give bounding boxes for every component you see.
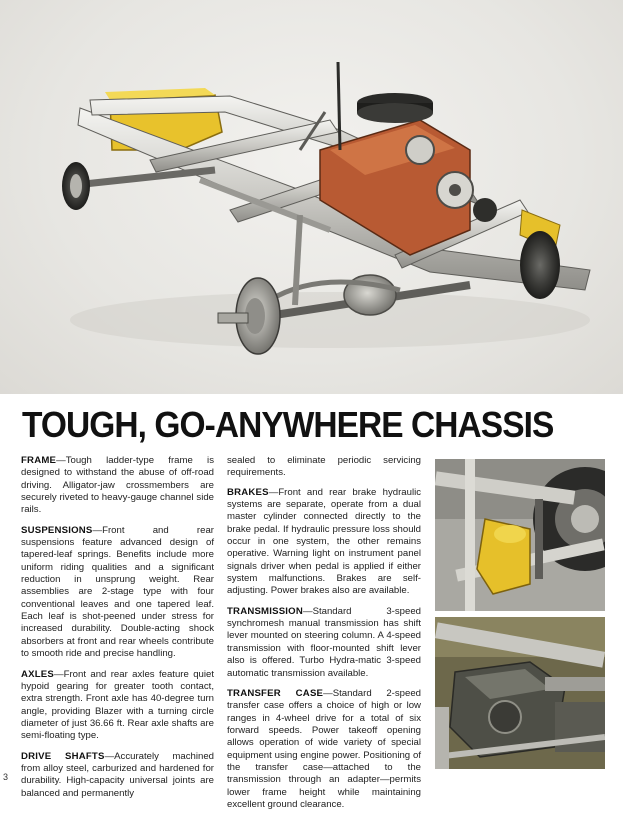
drive-shafts-heading: DRIVE SHAFTS [21,750,105,762]
steering-box-illustration [435,459,605,611]
transmission-heading: TRANSMISSION [227,605,303,617]
brakes-heading: BRAKES [227,486,269,498]
suspensions-heading: SUSPENSIONS [21,524,93,536]
frame-paragraph [21,455,214,517]
brakes-paragraph [227,487,421,598]
chassis-illustration [0,0,623,394]
frame-body: —Tough ladder-type frame is designed to withstand the abuse of off-road driving. Alligator-jaw crossmembers are securely riveted to heavy-gauge channel side rails. [21,455,214,516]
text-column-left [21,455,214,808]
axles-heading: AXLES [21,668,54,680]
axles-body: —Front and rear axles feature quiet hypoid gearing for greater tooth contact, extra strength. Front axle has 40-degree turn angle, providing Blazer with a turning circle diameter of just 36.66 ft. Rear axle shafts are semi-floating type. [21,668,214,742]
steering-box-photo [435,459,605,611]
drive-shafts-paragraph [21,751,214,800]
chassis-photo [0,0,623,394]
suspensions-body: —Front and rear suspensions feature advanced design of tapered-leaf springs. Benefits include more uniform riding qualities and a significant reduction in unsprung weight. Rear assemblies are 2-stage type with four conventional leaves and one tapered leaf. Each leaf is shot-peened under stress for increased durability. Double-acting shock absorbers at front and rear wheels contribute to smooth ride and precise handling. [21,524,214,660]
axles-paragraph [21,669,214,743]
transfer-case-illustration [435,617,605,769]
suspensions-paragraph [21,525,214,661]
transfer-case-heading: TRANSFER CASE [227,687,324,699]
brakes-body: —Front and rear brake hydraulic systems are separate, operate from a dual master cylinder connected directly to the brake pedal. If hydraulic pressure loss should occur in one system, the other remains operative. Warning light on instrument panel signals driver when pedal is applied if either system malfunctions. Brakes are self-adjusting. Power brakes also are available. [227,486,421,597]
drive-shafts-body: —Accurately machined from alloy steel, carburized and hardened for durability. High-capacity universal joints are balanced and permanently [21,750,214,799]
transfer-case-paragraph [227,688,421,811]
text-column-middle [227,455,421,819]
transfer-case-body: —Standard 2-speed transfer case offers a choice of high or low ranges in 4-wheel drive for a total of six forward speeds. Power takeoff opening allows operation of wide variety of special equipment using engine power. Positioning of the transfer case—attached to the transmission through an adapter—permits lower frame height while maintaining excellent ground clearance. [227,687,421,810]
frame-heading: FRAME [21,455,57,466]
page-headline: TOUGH, GO-ANYWHERE CHASSIS [22,404,554,445]
page-number: 3 [3,772,9,782]
transfer-case-photo [435,617,605,769]
transmission-body: —Standard 3-speed synchromesh manual transmission has shift lever mounted on steering column. A 4-speed transmission with floor-mounted shift lever also is offered. Turbo Hydra-matic 3-speed automatic transmission available. [227,605,421,679]
drive-shafts-continuation: sealed to eliminate periodic servicing requirements. [227,455,421,479]
transmission-paragraph [227,606,421,680]
